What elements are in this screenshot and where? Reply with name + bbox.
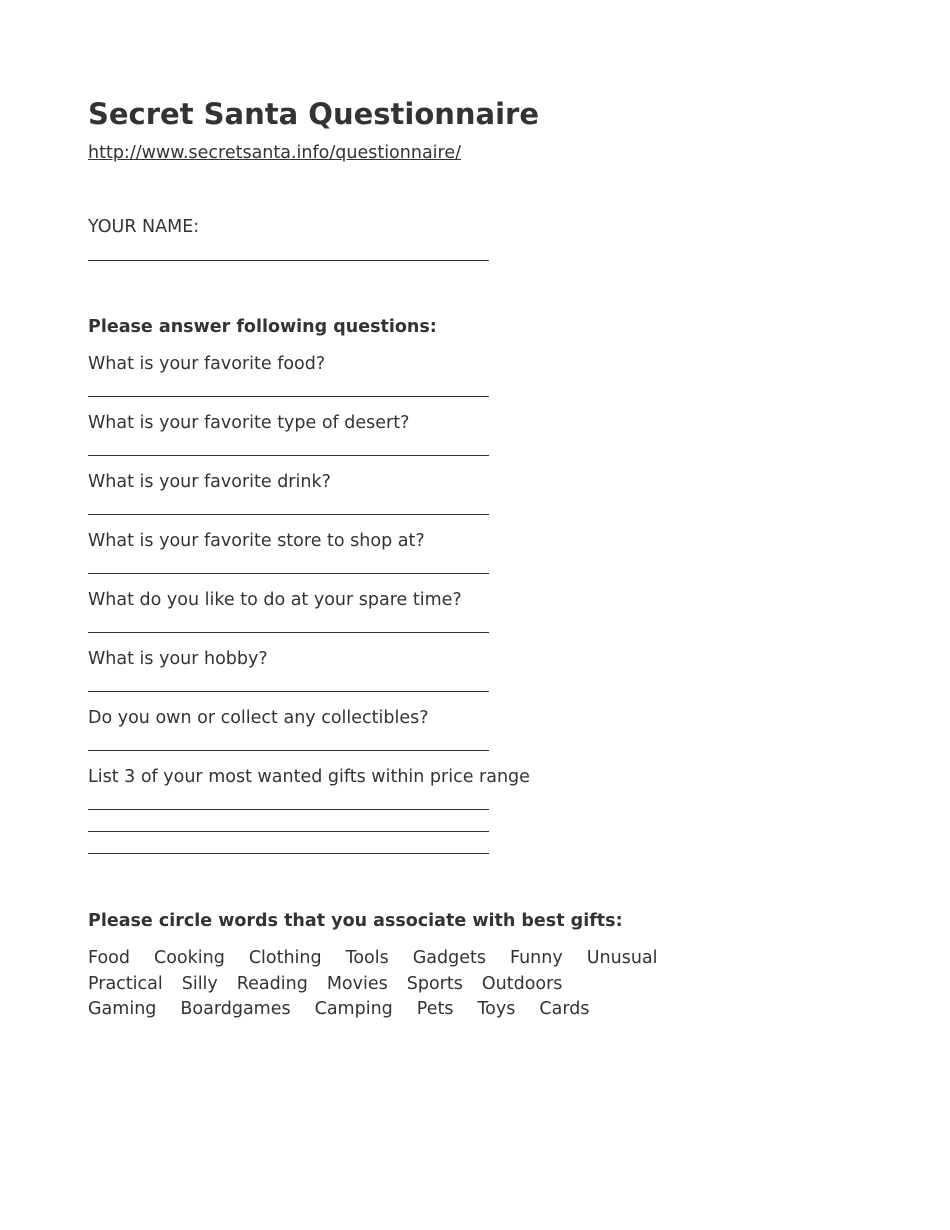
wanted-gifts-question xyxy=(88,766,888,854)
name-answer-line[interactable] xyxy=(88,260,489,261)
question-item xyxy=(88,412,888,456)
gift-word[interactable]: Reading xyxy=(236,973,308,994)
gift-word[interactable]: Toys xyxy=(477,999,516,1019)
question-item xyxy=(88,471,888,515)
gift-word[interactable]: Boardgames xyxy=(180,999,291,1019)
question-label: List 3 of your most wanted gifts within price range xyxy=(88,767,530,787)
question-item xyxy=(88,707,888,751)
gift-word[interactable]: Camping xyxy=(314,999,393,1019)
gift-word[interactable]: Cards xyxy=(539,999,590,1019)
question-item xyxy=(88,648,888,692)
gift-answer-line-2[interactable] xyxy=(88,831,489,832)
name-field xyxy=(88,216,888,261)
question-label: What is your hobby? xyxy=(88,649,268,669)
gift-word[interactable]: Movies xyxy=(326,973,388,994)
name-label: YOUR NAME: xyxy=(88,217,200,237)
gift-word-row xyxy=(88,946,888,972)
gift-words xyxy=(88,946,888,1023)
question-item xyxy=(88,353,888,397)
gift-word[interactable]: Cooking xyxy=(153,948,225,968)
gift-word[interactable]: Gadgets xyxy=(412,948,486,968)
answer-line[interactable] xyxy=(88,632,489,633)
gift-word-row xyxy=(88,997,888,1023)
gift-word[interactable]: Sports xyxy=(406,973,463,994)
gift-answer-line-3[interactable] xyxy=(88,853,489,854)
question-item xyxy=(88,589,888,633)
answer-line[interactable] xyxy=(88,691,489,692)
gift-word[interactable]: Silly xyxy=(181,973,218,994)
question-label: What is your favorite store to shop at? xyxy=(88,531,425,551)
gift-word[interactable]: Pets xyxy=(416,999,454,1019)
question-label: Do you own or collect any collectibles? xyxy=(88,708,429,728)
questions-heading: Please answer following questions: xyxy=(88,317,437,337)
gift-word[interactable]: Food xyxy=(88,948,130,968)
gift-word[interactable]: Outdoors xyxy=(481,973,563,994)
gift-answer-line-1[interactable] xyxy=(88,809,489,810)
gift-word[interactable]: Gaming xyxy=(88,999,157,1019)
questionnaire-url-link[interactable]: http://www.secretsanta.info/questionnaire/ xyxy=(88,143,462,163)
gift-word[interactable]: Tools xyxy=(345,948,389,968)
gifts-heading: Please circle words that you associate with best gifts: xyxy=(88,911,623,931)
question-label: What is your favorite drink? xyxy=(88,472,331,492)
gift-word[interactable]: Clothing xyxy=(248,948,322,968)
question-label: What is your favorite food? xyxy=(88,354,326,374)
question-item xyxy=(88,530,888,574)
gift-word[interactable]: Practical xyxy=(88,973,163,994)
answer-line[interactable] xyxy=(88,750,489,751)
gift-word-row xyxy=(88,972,888,998)
page-title: Secret Santa Questionnaire xyxy=(88,97,540,131)
answer-line[interactable] xyxy=(88,455,489,456)
questionnaire-page xyxy=(88,96,888,1023)
gift-word[interactable]: Unusual xyxy=(586,948,658,968)
answer-line[interactable] xyxy=(88,396,489,397)
question-label: What is your favorite type of desert? xyxy=(88,413,410,433)
answer-line[interactable] xyxy=(88,573,489,574)
gift-word[interactable]: Funny xyxy=(509,948,563,968)
question-label: What do you like to do at your spare time? xyxy=(88,590,462,610)
answer-line[interactable] xyxy=(88,514,489,515)
